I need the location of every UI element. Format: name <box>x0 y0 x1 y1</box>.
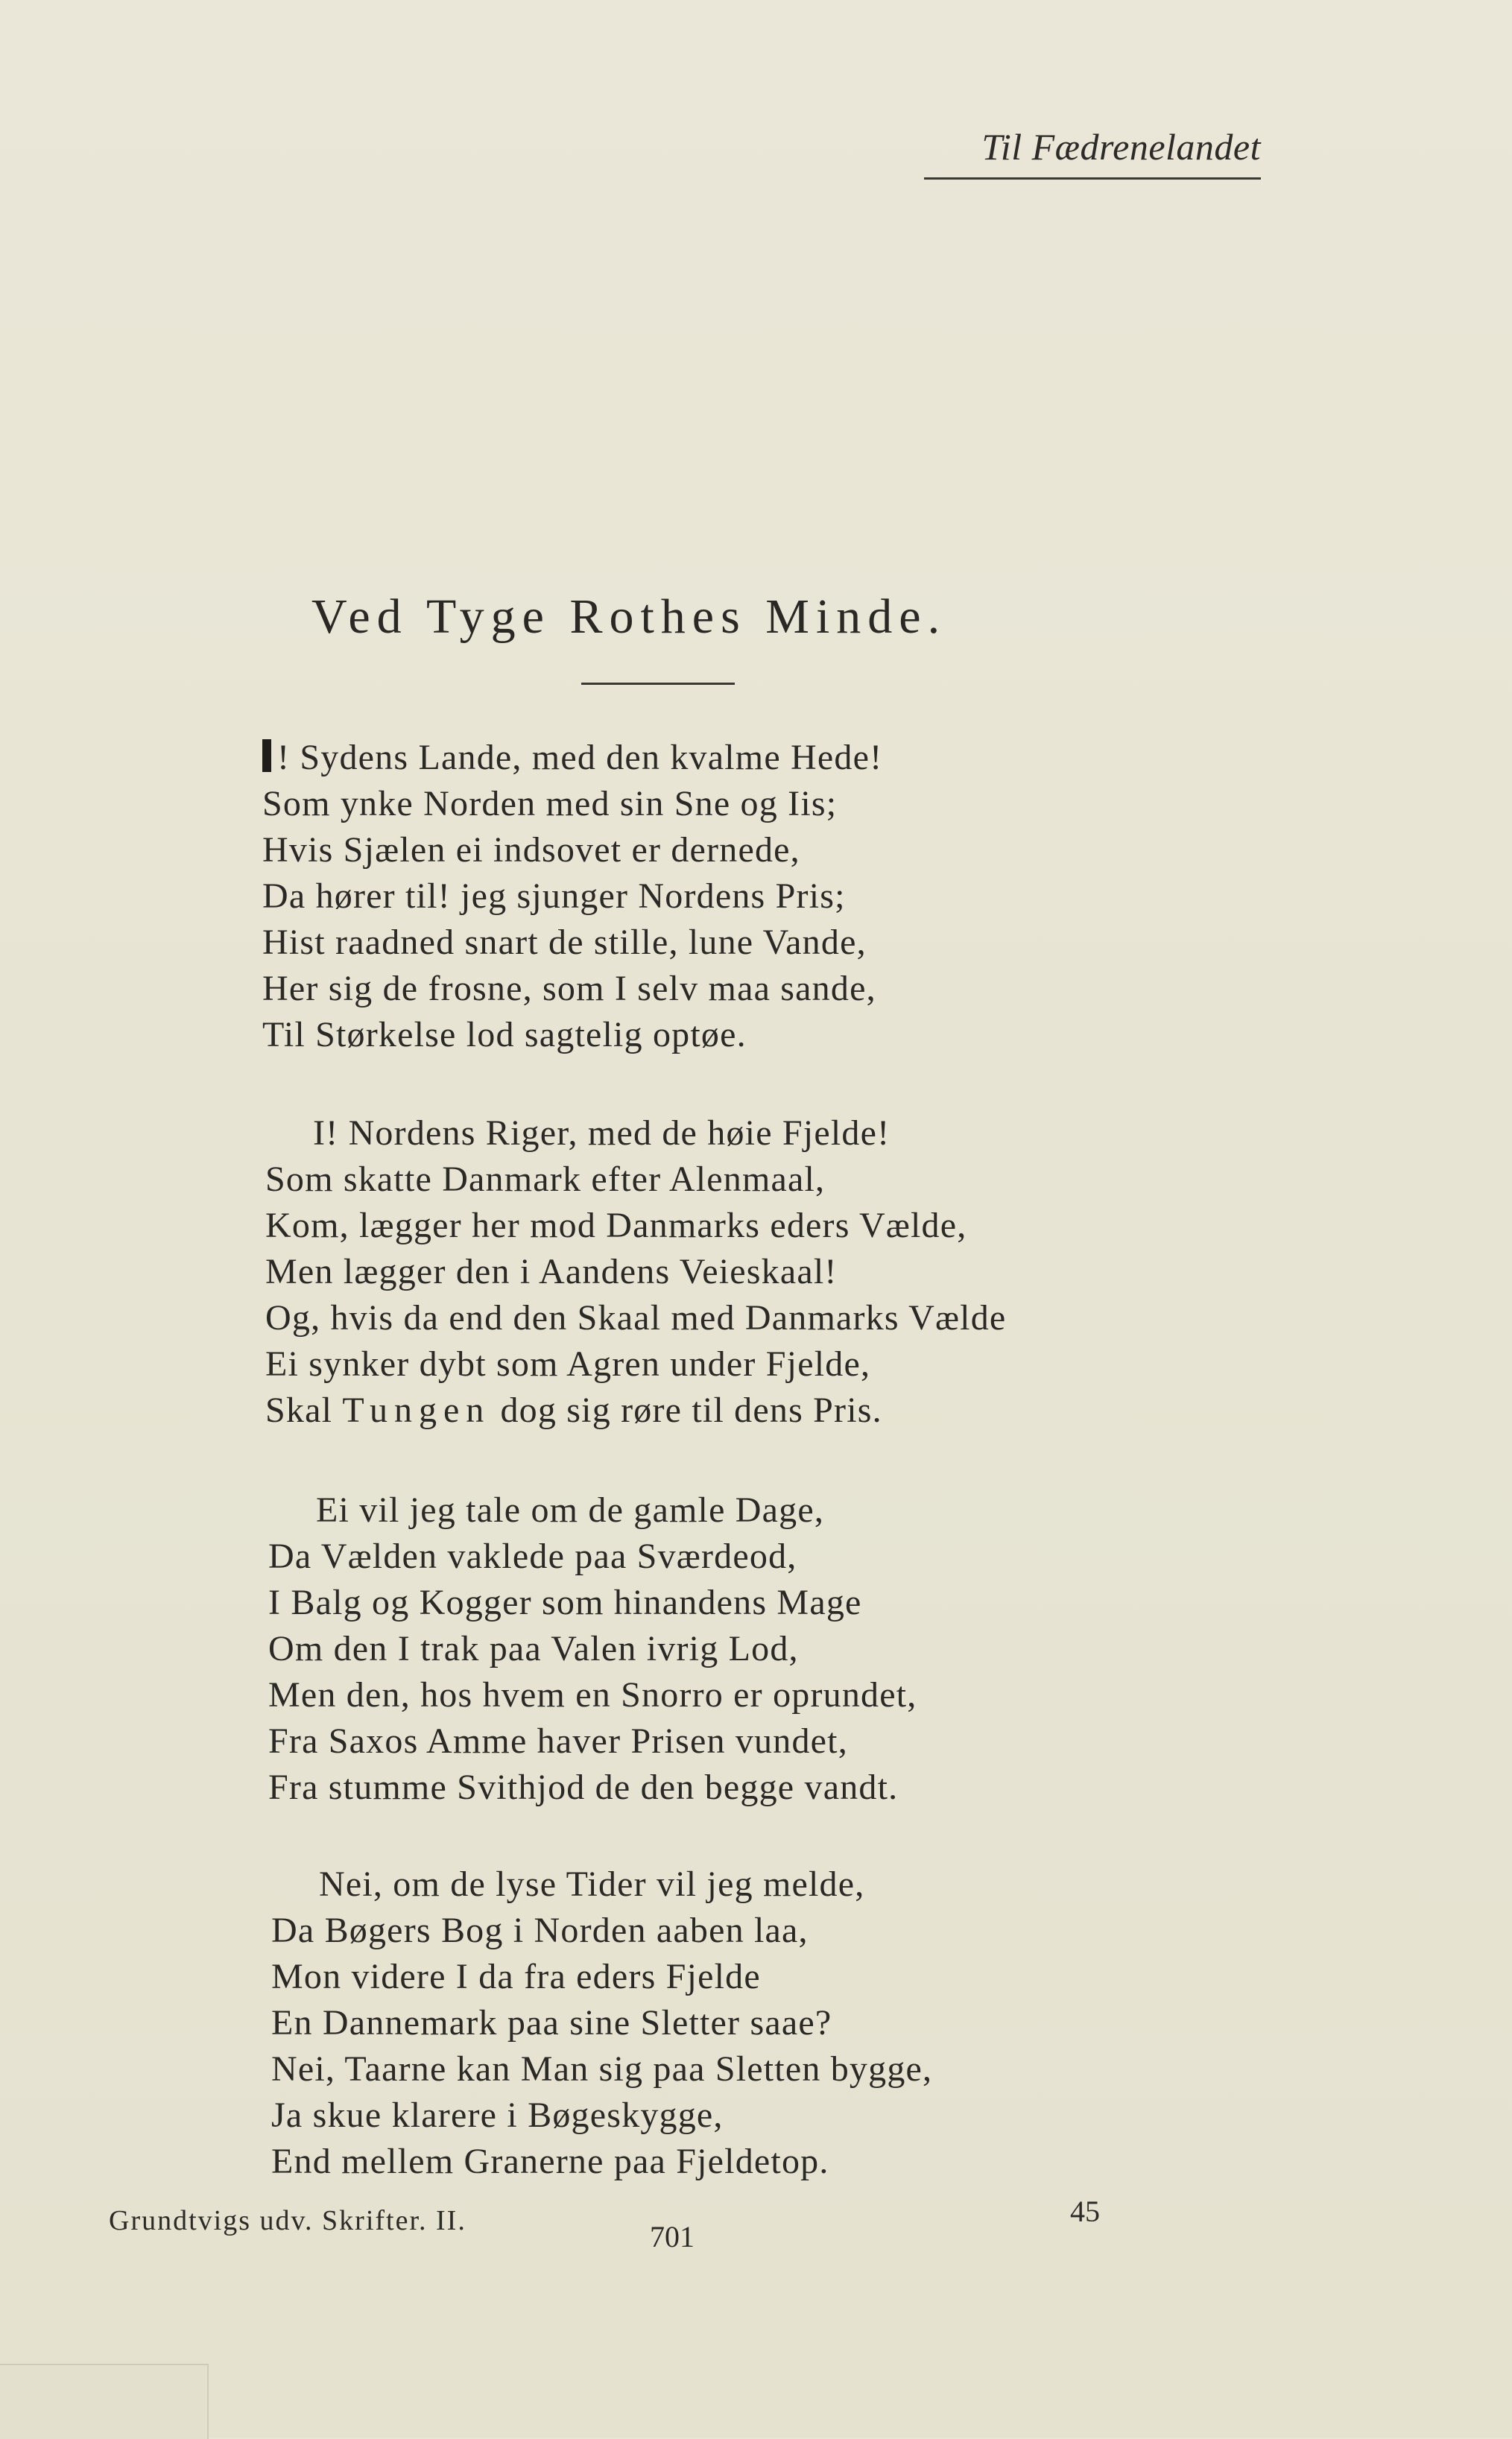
poem-line: Ja skue klarere i Bøgeskygge, <box>271 2095 724 2135</box>
poem-line: Ei synker dybt som Agren under Fjelde, <box>265 1344 871 1384</box>
poem-line: Og, hvis da end den Skaal med Danmarks Vælde <box>265 1298 1007 1338</box>
poem-line: Fra Saxos Amme haver Prisen vundet, <box>268 1721 848 1761</box>
poem-line: Da Bøgers Bog i Norden aaben laa, <box>271 1911 809 1950</box>
stanza-1 <box>262 735 882 1058</box>
poem-line: Som skatte Danmark efter Alenmaal, <box>265 1160 826 1199</box>
spaced-emphasis: Tungen <box>342 1391 491 1430</box>
poem-line: Hist raadned snart de stille, lune Vande, <box>262 923 867 962</box>
poem-line: I! Nordens Riger, med de høie Fjelde! <box>313 1113 891 1153</box>
poem-line: End mellem Granerne paa Fjeldetop. <box>271 2142 829 2181</box>
poem-line: Da hører til! jeg sjunger Nordens Pris; <box>262 876 846 916</box>
poem-line: Om den I trak paa Valen ivrig Lod, <box>268 1629 799 1668</box>
running-head-rule <box>924 177 1261 180</box>
poem-line: Men lægger den i Aandens Veieskaal! <box>265 1252 838 1291</box>
poem-line: I Balg og Kogger som hinandens Mage <box>268 1583 862 1622</box>
footer-signature: Grundtvigs udv. Skrifter. II. <box>109 2205 466 2236</box>
folio-number: 701 <box>650 2220 695 2253</box>
drop-initial <box>262 739 271 772</box>
poem-line: Men den, hos hvem en Snorro er oprundet, <box>268 1675 917 1715</box>
poem-line: Nei, om de lyse Tider vil jeg melde, <box>319 1864 865 1904</box>
stanza-4 <box>271 1861 932 2185</box>
poem-line: Ei vil jeg tale om de gamle Dage, <box>316 1490 825 1530</box>
poem-line: ! Sydens Lande, med den kvalme Hede! <box>262 735 882 781</box>
page-number: 45 <box>1070 2195 1100 2228</box>
poem-line: Fra stumme Svithjod de den begge vandt. <box>268 1768 899 1807</box>
running-head: Til Fædrenelandet <box>981 126 1261 168</box>
poem-line: Som ynke Norden med sin Sne og Iis; <box>262 784 838 823</box>
poem-line: Mon videre I da fra eders Fjelde <box>271 1957 761 1996</box>
poem-line: En Dannemark paa sine Sletter saae? <box>271 2003 832 2043</box>
stanza-2 <box>265 1110 1006 1434</box>
poem-line: Til Størkelse lod sagtelig optøe. <box>262 1015 747 1054</box>
page-edge-mark <box>0 2364 209 2439</box>
poem-line: Nei, Taarne kan Man sig paa Sletten bygge, <box>271 2049 933 2089</box>
poem-line: Kom, lægger her mod Danmarks eders Vælde, <box>265 1206 967 1245</box>
poem-title: Ved Tyge Rothes Minde. <box>311 589 947 644</box>
poem-line: Skal Tungen dog sig røre til dens Pris. <box>265 1391 882 1430</box>
poem-line: Hvis Sjælen ei indsovet er dernede, <box>262 830 800 870</box>
title-rule <box>581 683 735 685</box>
poem-line: Da Vælden vaklede paa Sværdeod, <box>268 1537 797 1576</box>
poem-line: Her sig de frosne, som I selv maa sande, <box>262 969 876 1008</box>
stanza-3 <box>268 1487 917 1811</box>
